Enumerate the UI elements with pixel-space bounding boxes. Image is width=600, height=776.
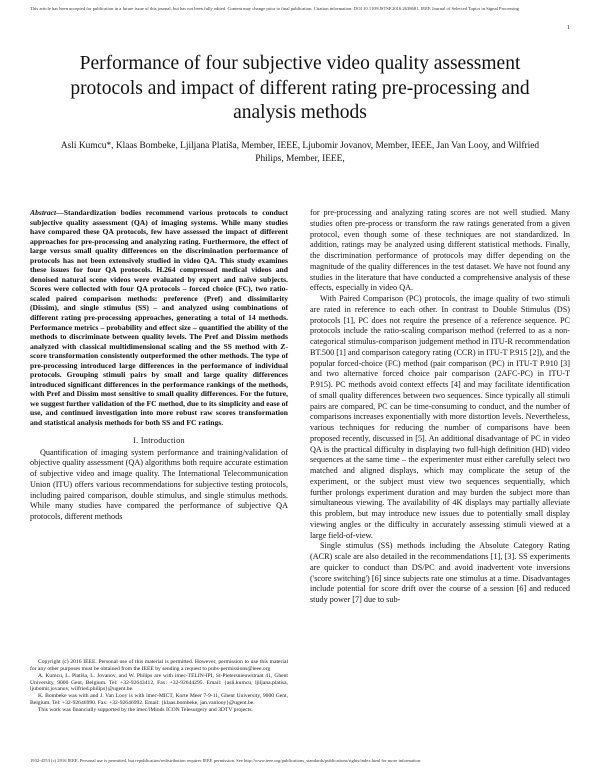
footnote-funding: This work was financially supported by the imec/iMinds ICON Telesurgery and 3DTV projects.	[38, 706, 253, 713]
footer-notice: 1932-4553 (c) 2016 IEEE. Personal use is permitted, but republication/redistribution requires IEEE permission. See http://www.ieee.org/publications_standards/publications/rights/index.html for more information.	[30, 758, 422, 763]
right-column	[310, 208, 570, 606]
abstract-lead: Abstract	[30, 208, 57, 217]
footnote-copyright: Copyright (c) 2016 IEEE. Personal use of this material is permitted. However, permission to use this material for any other purposes must be obtained from the IEEE by sending a request to pubs-permissions@ieee.org	[30, 659, 288, 672]
body-paragraph-1: for pre-processing and analyzing rating scores are not well studied. Many studies often pre-process or transform the raw ratings generated from a given protocol, even though some of these techniques are not standardized. In addition, ratings may be analyzed using different statistical methods. Finally, the discrimination performance of protocols may differ depending on the magnitude of the quality differences in the test dataset. We have not found any studies in the literature that have conducted a comprehensive analysis of these effects, especially in video QA.	[310, 208, 570, 293]
body-paragraph-2: With Paired Comparison (PC) protocols, the image quality of two stimuli are rated in reference to each other. In contrast to Double Stimulus (DS) protocols [1], PC does not require the presence of a reference sequence. PC protocols include the ratio-scaling comparison method (referred to as a non-categorical stimulus-comparison judgement method in ITU-R recommendation BT.500 [1] and comparison category rating (CCR) in ITU-T P.915 [2]), and the popular forced-choice (FC) method (pair comparison (PC) in ITU-T P.910 [3] and two alternative forced choice pair comparison (2AFC-PC) in ITU-T P.915). PC methods avoid context effects [4] and may facilitate identification of small quality differences between two sequences. Since typically all stimuli pairs are compared, PC can be time-consuming to conduct, and the number of comparisons increases exponentially with more distortion levels. Nevertheless, various techniques for reducing the number of comparisons have been proposed recently, discussed in [5]. An additional disadvantage of PC in video QA is the practical difficulty in displaying two full-high definition (HD) video sequences at the same time – the experimenter must either carefully select two matched and aligned displays, which may complicate the setup of the experiment, or the subject must view two sequences sequentially, which further prolongs experiment duration and may burden the subject more than simultaneous viewing. The availability of 4K displays may partially alleviate this problem, but may introduce new issues due to potentially small display viewing angles or the difficulty in accurately assessing stimuli viewed at a large field-of-view.	[310, 294, 570, 540]
abstract	[30, 208, 288, 428]
header-notice: This article has been accepted for publication in a future issue of this journal, but has not been fully edited. Content may change prior to final publication. Citation information: DOI 10.1109/JSTSP.2016.2638681, IEEE Journal of Selected Topics in Signal Processing	[30, 6, 519, 11]
body-paragraph-3: Single stimulus (SS) methods including the Absolute Category Rating (ACR) scale are also detailed in the recommendations [1], [3]. SS experiments are quicker to conduct than DS/PC and avoid inadvertent vote inversions ('score switching') [6] since subjects rate one stimulus at a time. Disadvantages include potential for score drift over the course of a session [6] and reduced study power [7] due to sub-	[310, 541, 570, 604]
author-list: Asli Kumcu*, Klaas Bombeke, Ljiljana Platiša, Member, IEEE, Ljubomir Jovanov, Member, IEEE, Jan Van Looy, and Wilfried Philips, Member, IEEE,	[60, 141, 540, 164]
footnotes	[30, 659, 288, 714]
left-column	[30, 208, 288, 523]
intro-paragraph: Quantification of imaging system performance and training/validation of objective quality assessment (QA) algorithms both require accurate estimation of subjective video and image quality. The International Telecommunication Union (ITU) offers various recommendations for subjective testing protocols, including paired comparison, double stimulus, and single stimulus methods. While many studies have compared the performance of subjective QA protocols, different methods	[30, 447, 288, 522]
page-number: 1	[566, 24, 570, 31]
paper-title: Performance of four subjective video quality assessment protocols and impact of different rating pre-processing and analysis methods	[70, 53, 530, 123]
footnote-affiliation-1: A. Kumcu, L. Platiša, L. Jovanov, and W. Philips are with imec-TELIN-IPI, St-Pietersnieuwstraat 41, Ghent University, 9000 Gent, Belgium. Tel: +32-92643412, Fax: +32-92644295. Email: {asli.kumcu, ljiljana.platisa, ljubomir.jovanov, wilfried.philips}@ugent.be.	[30, 672, 288, 693]
footnote-affiliation-2: K. Bombeke was with and J. Van Looy is with imec-MICT, Korte Meer 7-9-11, Ghent University, 9000 Gent, Belgium. Tel: +32-92646990. Fax: +32-92646992. Email: {klaas.bombeke, jan.vanlooy}@ugent.be.	[30, 693, 288, 707]
section-heading-introduction: I. Introduction	[133, 435, 185, 445]
abstract-text: —Standardization bodies recommend various protocols to conduct subjective quality assessment (QA) of imaging systems. While many studies have compared these QA protocols, few have assessed the impact of different approaches for pre-processing and analyzing rating. Furthermore, the effect of large versus small quality differences on the discrimination performance of protocols has not been extensively studied in video QA. This study examines these issues for four QA protocols. H.264 compressed medical videos and denoised natural scene videos were evaluated by expert and naïve subjects. Scores were collected with four QA protocols – forced choice (FC), two ratio-scaled paired comparison methods: preference (Pref) and dissimilarity (Dissim), and single stimulus (SS) – and analyzed using combinations of different rating pre-processing approaches, generating a total of 14 methods. Performance metrics – probability and effect size – quantified the ability of the methods to discriminate between quality levels. The Pref and Dissim methods analyzed with classical multidimensional scaling and the SS method with Z-score transformation consistently outperformed the other methods. The type of pre-processing introduced large differences in the performance of individual protocols. Grouping stimuli pairs by small and large quality differences introduced significant differences in the performance rankings of the methods, with Pref and Dissim most sensitive to small quality differences. For the future, we suggest further validation of the FC method, due to its simplicity and ease of use, and continued investigation into more robust raw scores transformation and statistical analysis methods for both SS and FC ratings.	[30, 208, 288, 428]
